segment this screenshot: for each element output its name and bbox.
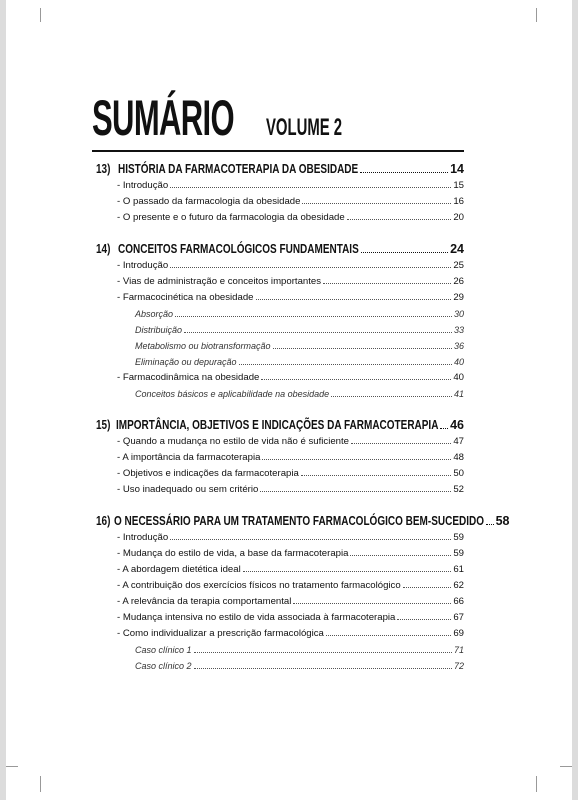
toc-entry[interactable]: [117, 530, 464, 546]
toc-entry[interactable]: [117, 578, 464, 594]
entry-label: Conceitos básicos e aplicabilidade na obesidade: [135, 389, 330, 399]
dot-leader: [302, 203, 451, 204]
entry-page-number: 52: [453, 484, 464, 495]
entry-label: - Introdução: [117, 260, 169, 271]
entry-page-number: 15: [453, 180, 464, 191]
dot-leader: [360, 172, 448, 173]
section-gap: [96, 498, 464, 512]
entry-label: Caso clínico 1: [135, 645, 192, 655]
dot-leader: [301, 475, 451, 476]
chapter-heading[interactable]: [96, 512, 510, 530]
dot-leader: [351, 443, 451, 444]
dot-leader: [243, 571, 452, 572]
entry-label: - A contribuição dos exercícios físicos no tratamento farmacológico: [117, 580, 401, 591]
dot-leader: [194, 652, 452, 653]
section-gap: [96, 226, 464, 240]
entry-label: Absorção: [135, 309, 174, 319]
dot-leader: [261, 379, 451, 380]
dot-leader: [239, 364, 452, 365]
chapter-heading[interactable]: [96, 240, 464, 258]
entry-label: - A relevância da terapia comportamental: [117, 596, 292, 607]
toc-subentry[interactable]: [135, 642, 464, 658]
entry-page-number: 33: [453, 325, 464, 335]
entry-page-number: 62: [453, 580, 464, 591]
toc-entry[interactable]: [117, 562, 464, 578]
section-gap: [96, 402, 464, 416]
dot-leader: [331, 396, 452, 397]
dot-leader: [326, 635, 451, 636]
dot-leader: [256, 299, 452, 300]
chapter-heading[interactable]: [96, 416, 464, 434]
entry-label: - Vias de administração e conceitos importantes: [117, 276, 322, 287]
page-title: SUMÁRIO: [92, 90, 235, 146]
entry-page-number: 40: [453, 357, 464, 367]
entry-page-number: 26: [453, 276, 464, 287]
entry-label: Metabolismo ou biotransformação: [135, 341, 271, 351]
entry-page-number: 59: [453, 532, 464, 543]
crop-mark: [6, 766, 18, 767]
dot-leader: [486, 524, 494, 525]
chapter-page-number: 14: [450, 162, 464, 176]
toc-entry[interactable]: [117, 210, 464, 226]
dot-leader: [273, 348, 452, 349]
dot-leader: [170, 539, 451, 540]
volume-label: VOLUME 2: [266, 114, 343, 141]
entry-label: - Uso inadequado ou sem critério: [117, 484, 259, 495]
toc-entry[interactable]: [117, 466, 464, 482]
toc-subentry[interactable]: [135, 386, 464, 402]
entry-label: Distribuição: [135, 325, 183, 335]
dot-leader: [194, 668, 452, 669]
entry-label: - Farmacocinética na obesidade: [117, 292, 254, 303]
entry-label: - Quando a mudança no estilo de vida não é suficiente: [117, 436, 350, 447]
entry-label: - A abordagem dietética ideal: [117, 564, 241, 575]
entry-label: - Introdução: [117, 532, 169, 543]
entry-page-number: 16: [453, 196, 464, 207]
entry-label: - Farmacodinâmica na obesidade: [117, 372, 260, 383]
chapter-number: 13): [96, 162, 111, 176]
chapter-number: 15): [96, 418, 111, 432]
table-of-contents: [96, 160, 510, 674]
entry-page-number: 41: [453, 389, 464, 399]
entry-page-number: 59: [453, 548, 464, 559]
entry-page-number: 20: [453, 212, 464, 223]
entry-page-number: 61: [453, 564, 464, 575]
crop-mark: [536, 8, 537, 22]
toc-entry[interactable]: [117, 434, 464, 450]
entry-page-number: 72: [453, 661, 464, 671]
chapter-title: CONCEITOS FARMACOLÓGICOS FUNDAMENTAIS: [118, 242, 359, 256]
dot-leader: [397, 619, 451, 620]
entry-label: - Objetivos e indicações da farmacoterapia: [117, 468, 299, 479]
toc-entry[interactable]: [117, 482, 464, 498]
entry-page-number: 30: [453, 309, 464, 319]
chapter-number: 14): [96, 242, 111, 256]
toc-subentry[interactable]: [135, 322, 464, 338]
dot-leader: [170, 187, 451, 188]
toc-entry[interactable]: [117, 178, 464, 194]
toc-entry[interactable]: [117, 626, 464, 642]
entry-label: - O presente e o futuro da farmacologia da obesidade: [117, 212, 345, 223]
toc-entry[interactable]: [117, 610, 464, 626]
crop-mark: [536, 776, 537, 792]
entry-page-number: 71: [453, 645, 464, 655]
crop-mark: [560, 766, 572, 767]
chapter-page-number: 58: [495, 514, 510, 528]
toc-entry[interactable]: [117, 450, 464, 466]
entry-label: - Como individualizar a prescrição farmacológica: [117, 628, 324, 639]
chapter-page-number: 24: [450, 242, 464, 256]
entry-page-number: 67: [453, 612, 464, 623]
dot-leader: [403, 587, 452, 588]
toc-entry[interactable]: [117, 594, 464, 610]
chapter-title: HISTÓRIA DA FARMACOTERAPIA DA OBESIDADE: [118, 162, 359, 176]
toc-subentry[interactable]: [135, 338, 464, 354]
dot-leader: [184, 332, 452, 333]
entry-page-number: 36: [453, 341, 464, 351]
toc-header: [92, 92, 464, 144]
dot-leader: [323, 283, 451, 284]
dot-leader: [175, 316, 452, 317]
crop-mark: [40, 776, 41, 792]
dot-leader: [361, 252, 448, 253]
toc-subentry[interactable]: [135, 354, 464, 370]
toc-entry[interactable]: [117, 546, 464, 562]
entry-label: Eliminação ou depuração: [135, 357, 237, 367]
chapter-title: O NECESSÁRIO PARA UM TRATAMENTO FARMACOLÓGICO BEM-SUCEDIDO: [114, 514, 485, 528]
chapter-page-number: 46: [450, 418, 464, 432]
dot-leader: [262, 459, 451, 460]
toc-entry[interactable]: [117, 194, 464, 210]
dot-leader: [293, 603, 451, 604]
entry-page-number: 29: [453, 292, 464, 303]
entry-page-number: 40: [453, 372, 464, 383]
dot-leader: [260, 491, 451, 492]
entry-page-number: 69: [453, 628, 464, 639]
entry-page-number: 25: [453, 260, 464, 271]
entry-page-number: 48: [453, 452, 464, 463]
toc-subentry[interactable]: [135, 658, 464, 674]
entry-label: Caso clínico 2: [135, 661, 192, 671]
entry-label: - Mudança intensiva no estilo de vida associada à farmacoterapia: [117, 612, 396, 623]
entry-label: - Introdução: [117, 180, 169, 191]
chapter-heading[interactable]: [96, 160, 464, 178]
dot-leader: [350, 555, 451, 556]
dot-leader: [347, 219, 452, 220]
entry-label: - O passado da farmacologia da obesidade: [117, 196, 301, 207]
chapter-number: 16): [96, 514, 111, 528]
entry-page-number: 50: [453, 468, 464, 479]
toc-entry[interactable]: [117, 370, 464, 386]
dot-leader: [440, 428, 448, 429]
toc-subentry[interactable]: [135, 306, 464, 322]
entry-page-number: 47: [453, 436, 464, 447]
chapter-title: IMPORTÂNCIA, OBJETIVOS E INDICAÇÕES DA FARMACOTERAPIA: [115, 418, 439, 432]
entry-label: - Mudança do estilo de vida, a base da farmacoterapia: [117, 548, 349, 559]
title-rule: [92, 150, 464, 152]
entry-label: - A importância da farmacoterapia: [117, 452, 261, 463]
toc-entry[interactable]: [117, 290, 464, 306]
toc-entry[interactable]: [117, 274, 464, 290]
dot-leader: [170, 267, 451, 268]
toc-entry[interactable]: [117, 258, 464, 274]
crop-mark: [40, 8, 41, 22]
entry-page-number: 66: [453, 596, 464, 607]
